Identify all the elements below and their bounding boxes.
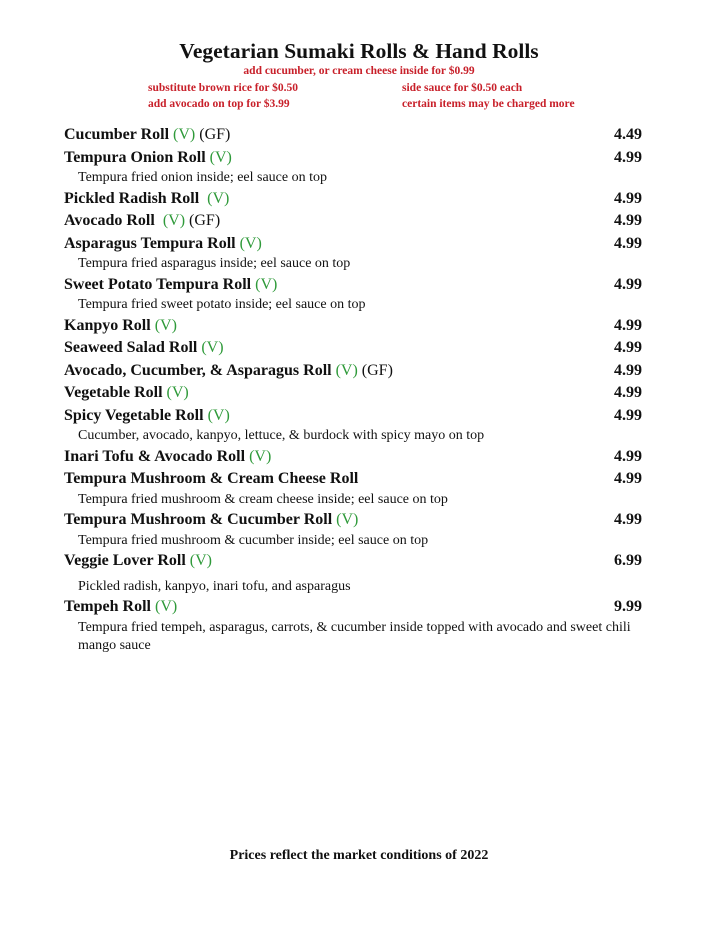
menu-item-price: 4.99 xyxy=(614,511,642,528)
item-name-text: Spicy Vegetable Roll xyxy=(64,406,208,424)
vegan-tag: (V) xyxy=(207,189,230,207)
menu-item-description: Tempura fried mushroom & cucumber inside; eel sauce on top xyxy=(78,532,429,548)
item-name-text: Tempura Mushroom & Cream Cheese Roll xyxy=(64,470,359,487)
menu-item-name xyxy=(64,190,229,207)
menu-item-description: Tempura fried asparagus inside; eel sauce on top xyxy=(78,256,351,271)
item-name-text: Vegetable Roll xyxy=(64,384,167,401)
menu-item-name xyxy=(64,407,230,424)
menu-item-header xyxy=(64,188,644,211)
menu-item xyxy=(64,446,644,469)
vegan-tag: (V) xyxy=(239,234,262,252)
menu-item xyxy=(64,360,644,383)
menu-item-price: 4.99 xyxy=(614,361,642,379)
gluten-free-tag: (GF) xyxy=(185,212,221,229)
menu-item xyxy=(64,509,644,550)
menu-item-name xyxy=(64,384,189,401)
vegan-tag: (V) xyxy=(189,552,212,569)
menu-item-name xyxy=(64,126,230,143)
menu-item xyxy=(64,468,644,509)
vegan-tag: (V) xyxy=(154,598,178,615)
item-name-text: Veggie Lover Roll xyxy=(64,552,190,569)
item-name-text: Tempura Mushroom & Cucumber Roll xyxy=(64,511,337,528)
menu-item-price: 4.99 xyxy=(614,234,642,252)
menu-item-name xyxy=(64,598,177,615)
menu-item-name xyxy=(64,235,262,252)
note-avocado-top: add avocado on top for $3.99 xyxy=(148,98,290,110)
item-name-text: Inari Tofu & Avocado Roll xyxy=(64,447,250,465)
menu-item xyxy=(64,210,644,233)
menu-item-description: Tempura fried sweet potato inside; eel sauce on top xyxy=(78,297,366,312)
menu-item-description: Tempura fried tempeh, asparagus, carrots, & cucumber inside topped with avocado and sweet chili mango sauce xyxy=(78,619,631,653)
menu-item-name xyxy=(64,511,358,528)
item-name-text: Tempura Onion Roll xyxy=(64,148,210,166)
menu-item-price: 4.99 xyxy=(614,406,642,424)
note-brown-rice: substitute brown rice for $0.50 xyxy=(148,82,299,94)
menu-item-name xyxy=(64,552,212,569)
menu-item xyxy=(64,274,644,315)
menu-item-price: 4.99 xyxy=(614,447,642,465)
menu-item-name xyxy=(64,212,220,229)
menu-item-header xyxy=(64,124,644,147)
menu-item-header xyxy=(64,382,644,405)
note-add-inside: add cucumber, or cream cheese inside for $0.99 xyxy=(243,65,475,77)
menu-item-header xyxy=(64,233,644,256)
note-side-sauce: side sauce for $0.50 each xyxy=(402,82,523,94)
menu-item-price: 4.99 xyxy=(614,384,642,401)
menu-item xyxy=(64,596,644,655)
menu-item xyxy=(64,147,644,188)
menu-item-header xyxy=(64,337,644,360)
menu-item-header xyxy=(64,596,644,619)
item-name-text: Cucumber Roll xyxy=(64,126,174,143)
menu-item-price: 4.99 xyxy=(614,339,642,356)
item-name-text: Asparagus Tempura Roll xyxy=(64,234,240,252)
menu-item-description: Tempura fried mushroom & cream cheese inside; eel sauce on top xyxy=(78,491,448,507)
gluten-free-tag: (GF) xyxy=(195,126,231,143)
item-name-text: Sweet Potato Tempura Roll xyxy=(64,275,256,293)
vegan-tag: (V) xyxy=(201,339,224,356)
item-name-text: Pickled Radish Roll xyxy=(64,189,208,207)
menu-item-description: Cucumber, avocado, kanpyo, lettuce, & burdock with spicy mayo on top xyxy=(78,428,485,443)
vegan-tag: (V) xyxy=(249,447,272,465)
menu-item-price: 4.99 xyxy=(614,148,642,166)
menu-item xyxy=(64,382,644,405)
menu-item-name xyxy=(64,149,232,166)
menu-item-name xyxy=(64,470,358,487)
vegan-tag: (V) xyxy=(154,316,177,334)
menu-item-header xyxy=(64,446,644,469)
vegan-tag: (V) xyxy=(207,406,230,424)
menu-list xyxy=(64,124,644,655)
gluten-free-tag: (GF) xyxy=(357,361,393,379)
menu-item-name xyxy=(64,448,271,465)
menu-item-price: 4.99 xyxy=(614,316,642,334)
vegan-tag: (V) xyxy=(255,275,278,293)
menu-item-price: 9.99 xyxy=(614,598,642,615)
menu-item xyxy=(64,337,644,360)
menu-item-header xyxy=(64,405,644,428)
menu-item-description: Pickled radish, kanpyo, inari tofu, and asparagus xyxy=(78,578,351,594)
menu-item xyxy=(64,315,644,338)
menu-item-header xyxy=(64,360,644,383)
menu-title: Vegetarian Sumaki Rolls & Hand Rolls xyxy=(179,39,539,63)
vegan-tag: (V) xyxy=(336,511,359,528)
menu-item xyxy=(64,233,644,274)
menu-item-name xyxy=(64,339,224,356)
menu-item-header xyxy=(64,468,644,491)
vegan-tag: (V) xyxy=(209,148,232,166)
menu-item-price: 4.99 xyxy=(614,189,642,207)
vegan-tag: (V) xyxy=(173,126,196,143)
menu-item-header xyxy=(64,274,644,297)
menu-item-name xyxy=(64,276,277,293)
vegan-tag: (V) xyxy=(162,212,186,229)
footer-note: Prices reflect the market conditions of 2022 xyxy=(229,848,489,863)
menu-item-description: Tempura fried onion inside; eel sauce on top xyxy=(78,170,327,185)
menu-item-header xyxy=(64,315,644,338)
menu-item-header xyxy=(64,210,644,233)
menu-item-price: 4.99 xyxy=(614,212,642,229)
menu-item-header xyxy=(64,550,644,573)
item-name-text: Tempeh Roll xyxy=(64,598,155,615)
item-name-text: Avocado Roll xyxy=(64,212,163,229)
menu-item-name xyxy=(64,362,393,379)
menu-item xyxy=(64,188,644,211)
vegan-tag: (V) xyxy=(335,361,358,379)
menu-item xyxy=(64,550,644,596)
item-name-text: Kanpyo Roll xyxy=(64,316,155,334)
menu-item xyxy=(64,124,644,147)
menu-item-header xyxy=(64,509,644,532)
note-extra-charge: certain items may be charged more xyxy=(402,98,575,110)
menu-item-price: 6.99 xyxy=(614,552,642,569)
menu-item-name xyxy=(64,317,177,334)
menu-item-price: 4.99 xyxy=(614,275,642,293)
item-name-text: Seaweed Salad Roll xyxy=(64,339,202,356)
menu-item xyxy=(64,405,644,446)
menu-item-price: 4.99 xyxy=(614,470,642,487)
item-name-text: Avocado, Cucumber, & Asparagus Roll xyxy=(64,361,336,379)
vegan-tag: (V) xyxy=(166,384,189,401)
menu-item-header xyxy=(64,147,644,170)
menu-item-price: 4.49 xyxy=(614,126,642,143)
